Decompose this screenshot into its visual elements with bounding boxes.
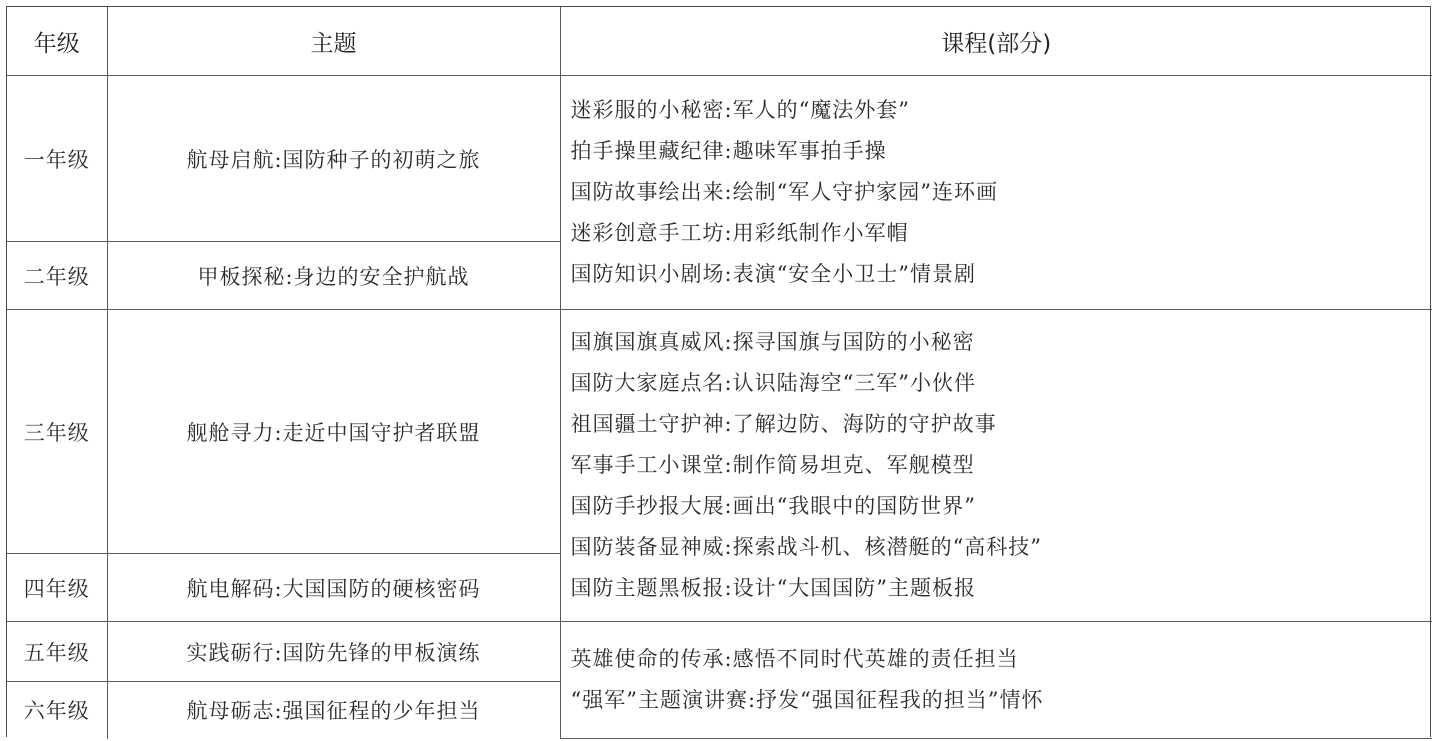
courses-cell-grades-1-2 — [560, 76, 1432, 310]
grade-cell: 五年级 — [7, 622, 107, 682]
course-item: 国防故事绘出来:绘制“军人守护家园”连环画 — [570, 180, 999, 204]
theme-cell: 舰舱寻力:走近中国守护者联盟 — [107, 310, 560, 554]
course-item: 国防主题黑板报:设计“大国国防”主题板报 — [570, 576, 977, 600]
courses-cell-grades-3-4 — [560, 310, 1432, 622]
course-item: 军事手工小课堂:制作简易坦克、军舰模型 — [570, 453, 975, 477]
course-item: 国旗国旗真威风:探寻国旗与国防的小秘密 — [570, 330, 975, 354]
header-theme: 主题 — [107, 7, 560, 76]
theme-cell: 甲板探秘:身边的安全护航战 — [107, 242, 560, 310]
course-item: 国防手抄报大展:画出“我眼中的国防世界” — [570, 494, 977, 518]
grade-cell: 二年级 — [7, 242, 107, 310]
course-item: 迷彩服的小秘密:军人的“魔法外套” — [570, 98, 911, 122]
header-courses: 课程(部分) — [560, 7, 1432, 76]
course-item: 国防装备显神威:探索战斗机、核潜艇的“高科技” — [570, 535, 1043, 559]
course-item: 拍手操里藏纪律:趣味军事拍手操 — [570, 139, 887, 163]
course-item: 英雄使命的传承:感悟不同时代英雄的责任担当 — [570, 647, 1019, 671]
theme-cell: 航母启航:国防种子的初萌之旅 — [107, 76, 560, 242]
grade-cell: 六年级 — [7, 682, 107, 739]
course-item: 国防知识小剧场:表演“安全小卫士”情景剧 — [570, 262, 977, 286]
course-item: 迷彩创意手工坊:用彩纸制作小军帽 — [570, 221, 909, 245]
theme-cell: 实践砺行:国防先锋的甲板演练 — [107, 622, 560, 682]
theme-cell: 航电解码:大国国防的硬核密码 — [107, 554, 560, 622]
table-header-row — [7, 7, 1432, 76]
course-item: 国防大家庭点名:认识陆海空“三军”小伙伴 — [570, 371, 977, 395]
course-item: “强军”主题演讲赛:抒发“强国征程我的担当”情怀 — [570, 688, 1044, 712]
courses-cell-grades-5-6 — [560, 622, 1432, 739]
table-row — [7, 310, 1432, 554]
table-row — [7, 622, 1432, 682]
theme-cell: 航母砺志:强国征程的少年担当 — [107, 682, 560, 739]
course-item: 祖国疆土守护神:了解边防、海防的守护故事 — [570, 412, 997, 436]
grade-cell: 三年级 — [7, 310, 107, 554]
course-table — [7, 7, 1432, 739]
table-row — [7, 76, 1432, 242]
grade-cell: 一年级 — [7, 76, 107, 242]
grade-cell: 四年级 — [7, 554, 107, 622]
course-table-frame — [6, 6, 1431, 737]
header-grade: 年级 — [7, 7, 107, 76]
